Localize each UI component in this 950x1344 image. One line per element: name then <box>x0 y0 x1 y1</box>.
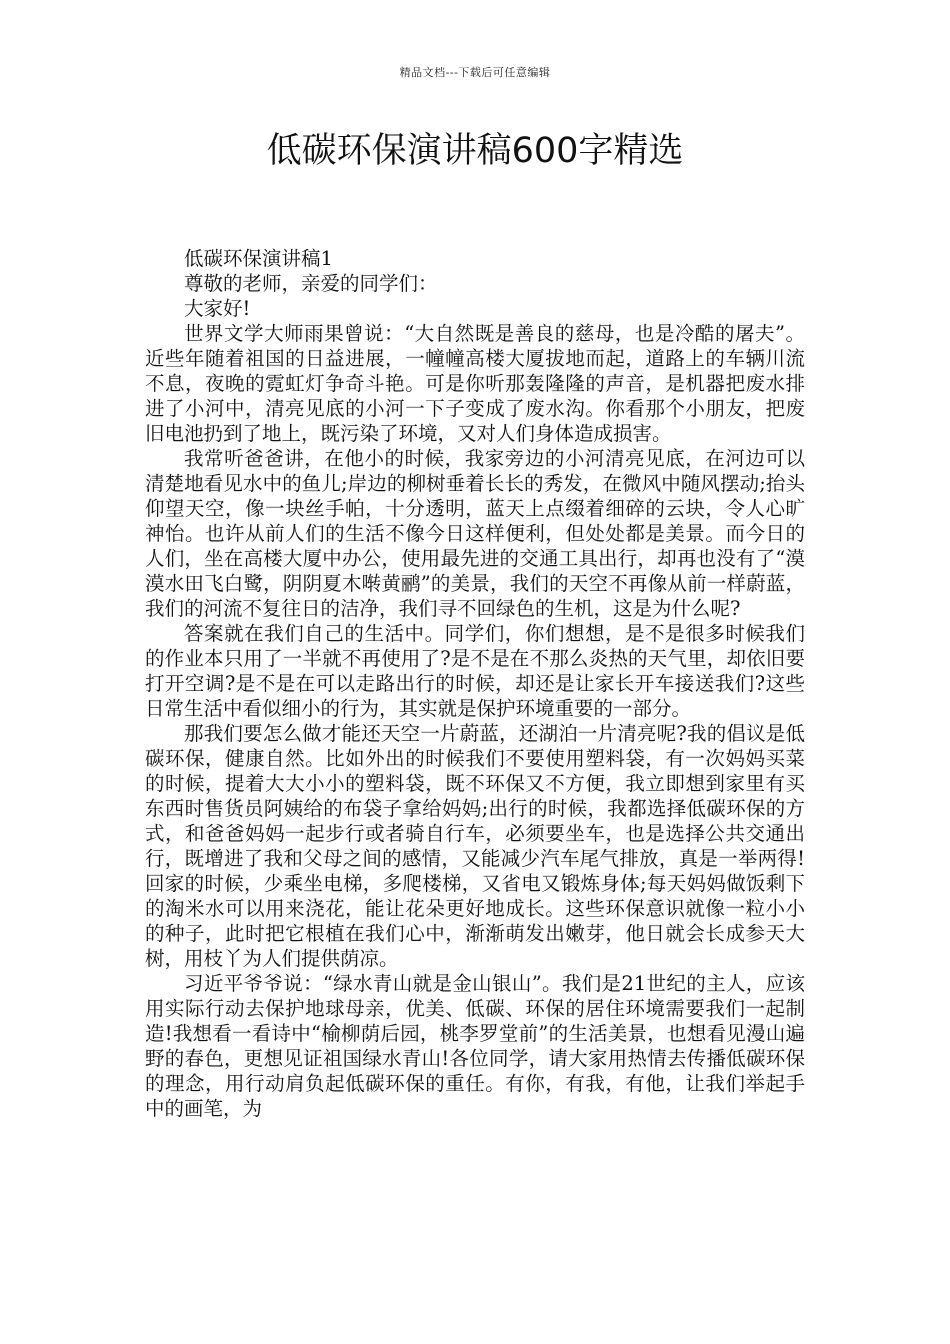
speech-subtitle: 低碳环保演讲稿1 <box>184 247 333 270</box>
page-title: 低碳环保演讲稿600字精选 <box>266 131 684 171</box>
body-paragraph: 世界文学大师雨果曾说：“大自然既是善良的慈母，也是冷酷的屠夫”。近些年随着祖国的日益进展，一幢幢高楼大厦拔地而起，道路上的车辆川流不息，夜晚的霓虹灯争奇斗艳。可是你听那轰隆隆的声音，是机器把废水排进了小河中，清亮见底的小河一下子变成了废水沟。你看那个小朋友，把废旧电池扔到了地上，既污染了环境，又对人们身体造成损害。 <box>145 322 805 445</box>
salutation: 尊敬的老师，亲爱的同学们： <box>184 272 438 295</box>
header-note: 精品文档---下载后可任意编辑 <box>399 66 551 79</box>
body-paragraph: 那我们要怎么做才能还天空一片蔚蓝，还湖泊一片清亮呢?我的倡议是低碳环保，健康自然。比如外出的时候我们不要使用塑料袋，有一次妈妈买菜的时候，提着大大小小的塑料袋，既不环保又不方便，我立即想到家里有买东西时售货员阿姨给的布袋子拿给妈妈;出行的时候，我都选择低碳环保的方式，和爸爸妈妈一起步行或者骑自行车，必须要坐车，也是选择公共交通出行，既增进了我和父母之间的感情，又能减少汽车尾气排放，真是一举两得!回家的时候，少乘坐电梯，多爬楼梯，又省电又锻炼身体;每天妈妈做饭剩下的淘米水可以用来浇花，能让花朵更好地成长。这些环保意识就像一粒小小的种子，此时把它根植在我们心中，渐渐萌发出嫩芽，他日就会长成参天大树，用枝丫为人们提供荫凉。 <box>145 722 805 970</box>
document-body <box>145 246 805 1121</box>
body-paragraph: 习近平爷爷说：“绿水青山就是金山银山”。我们是21世纪的主人，应该用实际行动去保护地球母亲，优美、低碳、环保的居住环境需要我们一起制造!我想看一看诗中“榆柳荫后园，桃李罗堂前”的生活美景，也想看见漫山遍野的春色，更想见证祖国绿水青山!各位同学，请大家用热情去传播低碳环保的理念，用行动肩负起低碳环保的重任。有你，有我，有他，让我们举起手中的画笔，为 <box>145 972 805 1120</box>
body-paragraph: 我常听爸爸讲，在他小的时候，我家旁边的小河清亮见底，在河边可以清楚地看见水中的鱼儿;岸边的柳树垂着长长的秀发，在微风中随风摆动;抬头仰望天空，像一块丝手帕，十分透明，蓝天上点缀着细碎的云块，令人心旷神怡。也许从前人们的生活不像今日这样便利，但处处都是美景。而今日的人们，坐在高楼大厦中办公，使用最先进的交通工具出行，却再也没有了“漠漠水田飞白鹭，阴阴夏木啭黄鹂”的美景，我们的天空不再像从前一样蔚蓝，我们的河流不复往日的洁净，我们寻不回绿色的生机，这是为什么呢? <box>145 447 805 620</box>
body-paragraph: 答案就在我们自己的生活中。同学们，你们想想，是不是很多时候我们的作业本只用了一半就不再使用了?是不是在不那么炎热的天气里，却依旧要打开空调?是不是在可以走路出行的时候，却还是让家长开车接送我们?这些日常生活中看似细小的行为，其实就是保护环境重要的一部分。 <box>145 622 805 720</box>
greeting: 大家好! <box>184 297 251 320</box>
